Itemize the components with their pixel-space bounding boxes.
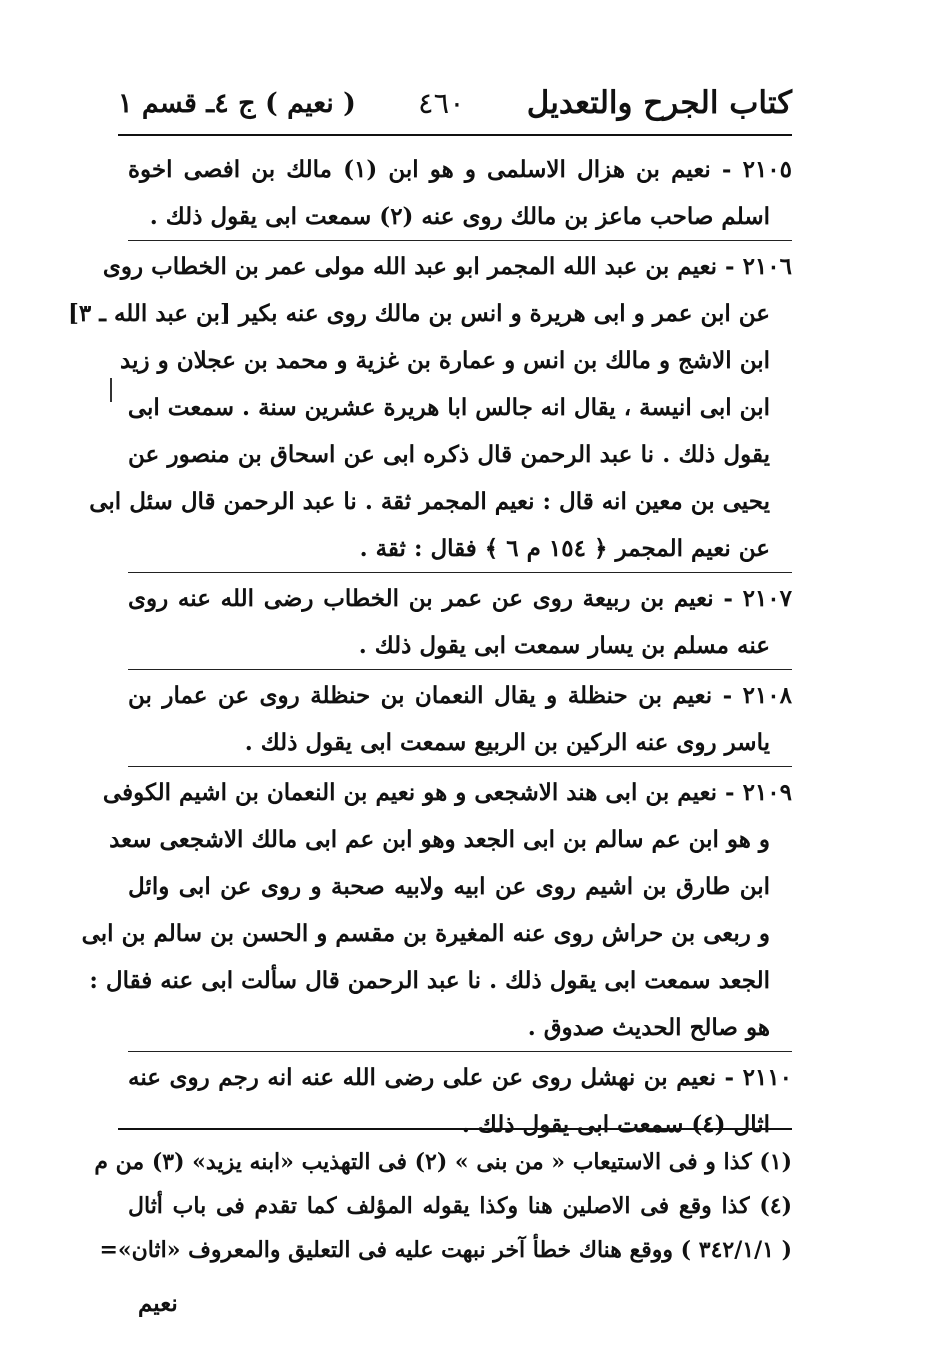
margin-mark — [110, 378, 112, 402]
entry-line: و هو ابن عم سالم بن ابى الجعد وهو ابن عم ابى مالك الاشجعى سعد — [109, 826, 770, 853]
entry-line: ابن الاشج و مالك بن انس و عمارة بن غزية و محمد بن عجلان و زيد — [120, 347, 770, 374]
footnote-line: (١) كذا و فى الاستيعاب « من بنى » (٢) فى التهذيب «ابنه يزيد» (٣) من م — [94, 1149, 792, 1175]
entry-line: اسلم صاحب ماعز بن مالك روى عنه (٢) سمعت ابى يقول ذلك . — [149, 203, 770, 230]
header-rule — [118, 134, 792, 136]
entry-line: يحيى بن معين انه قال : نعيم المجمر ثقة . نا عبد الرحمن قال سئل ابى — [89, 488, 770, 515]
entry-line: عن ابن عمر و ابى هريرة و انس بن مالك روى عنه بكير [بن عبد الله ـ ٣] — [67, 300, 770, 327]
entry-line: ابن طارق بن اشيم روى عن ابيه ولابيه صحبة و روى عن ابى وائل — [128, 873, 770, 900]
entry-line: و ربعى بن حراش روى عنه المغيرة بن مقسم و الحسن بن سالم بن ابى — [81, 920, 770, 947]
footnote-rule — [118, 1128, 792, 1130]
catchword: نعيم — [138, 1290, 178, 1317]
page-number: ٤٦٠ — [418, 86, 465, 120]
entry-line: عن نعيم المجمر ﴿ ١٥٤ م ٦ ﴾ فقال : ثقة . — [359, 535, 770, 562]
entry-line: ٢١٠٨ - نعيم بن حنظلة و يقال النعمان بن حنظلة روى عن عمار بن — [128, 682, 792, 709]
entry-2105 — [128, 146, 792, 240]
volume-label: ( نعيم ) ج ٤ـ قسم ١ — [118, 87, 356, 119]
entry-line: ابن ابى انيسة ، يقال انه جالس ابا هريرة عشرين سنة . سمعت ابى — [127, 394, 770, 421]
entry-line: عنه مسلم بن يسار سمعت ابى يقول ذلك . — [358, 632, 770, 659]
entry-line: ٢١١٠ - نعيم بن نهشل روى عن على رضى الله عنه انه رجم روى عنه — [128, 1064, 792, 1091]
entry-2109 — [81, 769, 792, 1051]
entry-2107 — [128, 575, 792, 669]
entry-line: يقول ذلك . نا عبد الرحمن قال ذكره ابى عن اسحاق بن منصور عن — [128, 441, 770, 468]
entry-2108 — [128, 672, 792, 766]
entry-2110 — [128, 1054, 792, 1148]
entry-line: ٢١٠٥ - نعيم بن هزال الاسلمى و هو ابن (١) مالك بن افصى اخوة — [128, 156, 792, 183]
entry-line: هو صالح الحديث صدوق . — [527, 1014, 770, 1041]
entries-list — [67, 146, 792, 1148]
running-header — [118, 78, 792, 128]
entry-line: ٢١٠٦ - نعيم بن عبد الله المجمر ابو عبد الله مولى عمر بن الخطاب روى — [102, 253, 792, 280]
entry-line: ٢١٠٧ - نعيم بن ربيعة روى عن عمر بن الخطاب رضى الله عنه روى — [128, 585, 792, 612]
entry-line: ٢١٠٩ - نعيم بن ابى هند الاشجعى و هو نعيم بن النعمان بن اشيم الكوفى — [102, 779, 792, 806]
entry-2106 — [67, 243, 792, 572]
footnote-line: ( ٣٤٢/١/١ ) ووقع هناك خطأ آخر نبهت عليه فى التعليق والمعروف «اثان»= — [99, 1237, 792, 1263]
entry-line: اثال (٤) سمعت ابى يقول ذلك . — [461, 1111, 770, 1138]
footnotes — [94, 1140, 792, 1272]
entry-line: الجعد سمعت ابى يقول ذلك . نا عبد الرحمن قال سألت ابى عنه فقال : — [89, 967, 770, 994]
book-title: كتاب الجرح والتعديل — [526, 85, 792, 121]
footnote-line: (٤) كذا وقع فى الاصلين هنا وكذا يقوله المؤلف كما تقدم فى باب أثال — [128, 1193, 792, 1219]
entry-line: ياسر روى عنه الركين بن الربيع سمعت ابى يقول ذلك . — [244, 729, 770, 756]
